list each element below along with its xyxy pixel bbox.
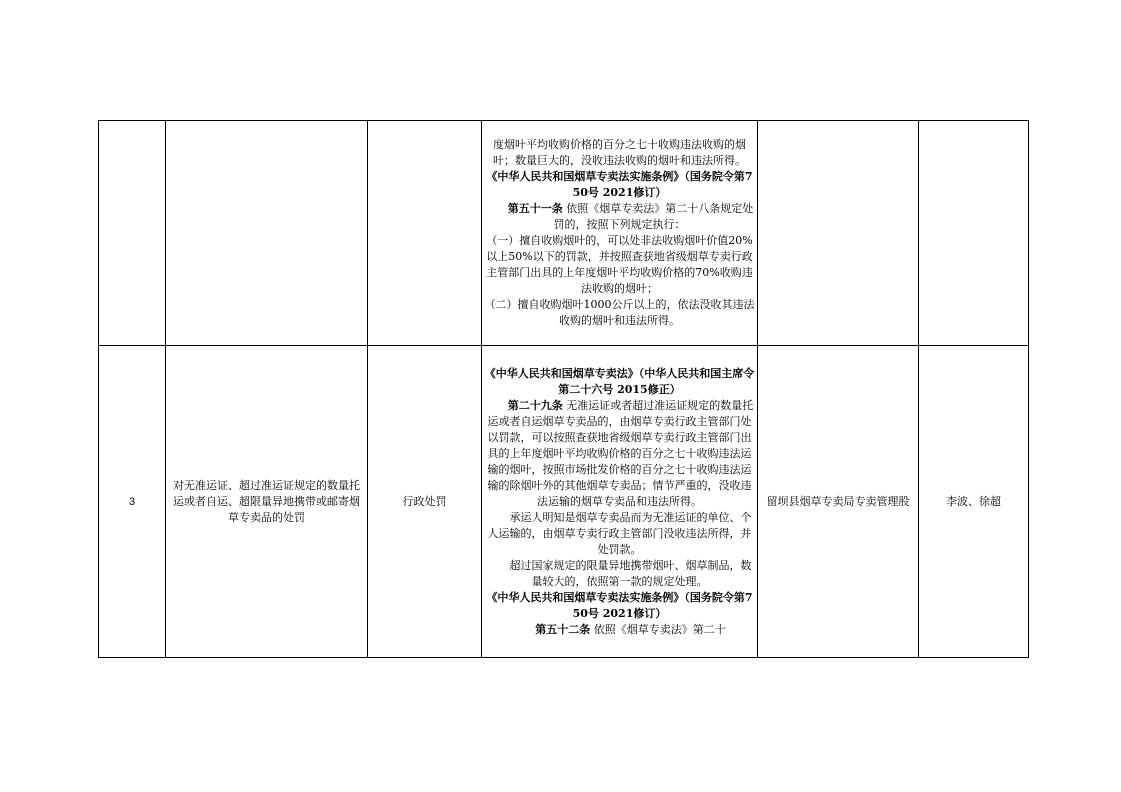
article-number: 第五十二条 [535,622,591,636]
basis-paragraph: 度烟叶平均收购价格的百分之七十收购违法收购的烟叶；数量巨大的，没收违法收购的烟叶和违法所得。 [493,138,746,167]
legal-basis-cell [482,121,758,346]
article-text: 依照《烟草专卖法》第二十 [590,622,726,636]
article-number: 第五十一条 [507,202,563,215]
department-cell [758,121,919,346]
basis-paragraph: 超过国家规定的限量异地携带烟叶、烟草制品，数量较大的，依照第一款的规定处理。 [509,558,752,588]
regulation-table [98,120,1029,658]
matter-cell: 对无准运证、超过准运证规定的数量托运或者自运、超限量异地携带或邮寄烟草专卖品的处罚 [166,346,368,658]
article-text: 无准运证或者超过准运证规定的数量托运或者自运烟草专卖品的，由烟草专卖行政主管部门处以罚款，可以按照查获地省级烟草专卖行政主管部门出具的上年度烟叶平均收购价格的百分之七十收购违法运输的烟叶，按照市场批发价格的百分之七十收购违法运输的除烟叶外的其他烟草专卖品；情节严重的，没收违法运输的烟草专卖品和违法所得。 [487,398,754,508]
category-cell [368,121,482,346]
table-row [99,121,1029,346]
table-body [99,121,1029,658]
basis-paragraph: （二）擅自收购烟叶1000公斤以上的，依法没收其违法收购的烟叶和违法所得。 [484,298,755,327]
responsible-person-cell: 李波、徐超 [919,346,1029,658]
category-cell: 行政处罚 [368,346,482,658]
article-paragraph [484,201,755,233]
law-heading: 《中华人民共和国烟草专卖法实施条例》（国务院令第750号 2021修订） [486,590,753,620]
table-row [99,346,1029,658]
legal-basis-cell [482,346,758,658]
article-number: 第二十九条 [507,398,563,412]
article-text: 依照《烟草专卖法》第二十八条规定处罚的，按照下列规定执行： [553,202,754,231]
matter-cell [166,121,368,346]
basis-paragraph: （一）擅自收购烟叶的，可以处非法收购烟叶价值20%以上50%以下的罚款，并按照查获地省级烟草专卖行政主管部门出具的上年度烟叶平均收购价格的70%收购违法收购的烟叶； [486,234,753,295]
article-paragraph [484,398,755,510]
law-heading: 《中华人民共和国烟草专卖法》（中华人民共和国主席令第二十六号 2015修正） [484,366,755,396]
department-cell: 留坝县烟草专卖局专卖管理股 [758,346,919,658]
serial-number-cell: 3 [99,346,166,658]
serial-number-cell [99,121,166,346]
responsible-person-cell [919,121,1029,346]
basis-paragraph: 承运人明知是烟草专卖品而为无准运证的单位、个人运输的，由烟草专卖行政主管部门没收违法所得，并处罚款。 [487,510,752,556]
law-heading: 《中华人民共和国烟草专卖法实施条例》（国务院令第750号 2021修订） [486,170,753,199]
article-paragraph [484,622,755,638]
